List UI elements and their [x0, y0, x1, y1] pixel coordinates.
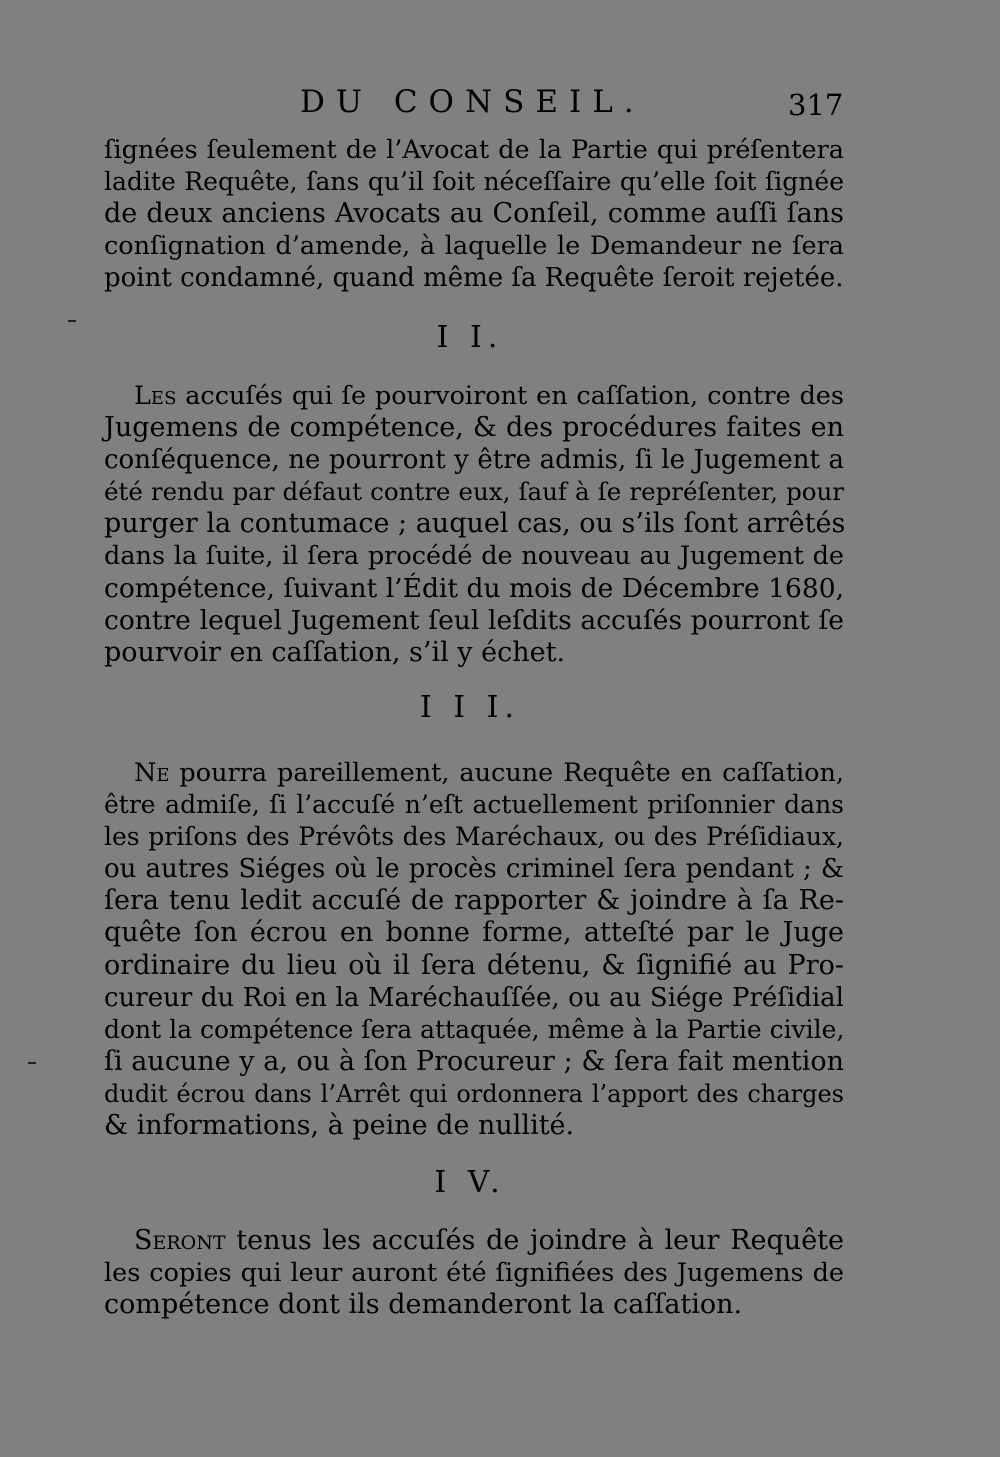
continuation-paragraph — [104, 134, 844, 294]
text-line — [104, 1225, 844, 1257]
text-line — [104, 380, 844, 412]
first-line-text: pourra pareillement, aucune Requête en caſſation, — [169, 758, 844, 788]
text-line: & informations, à peine de nullité. — [104, 1110, 575, 1142]
article-heading: I V. — [434, 1165, 506, 1200]
text-line: quête ſon écrou en bonne forme, atteſté par le Juge — [104, 917, 844, 949]
article-paragraph — [104, 1225, 844, 1321]
article-paragraph — [104, 757, 844, 1142]
text-line: cureur du Roi en la Maréchauſſée, ou au Siége Préſidial — [104, 982, 844, 1013]
text-line: ou autres Siéges où le procès criminel ſera pendant ; & — [104, 854, 844, 885]
text-line — [104, 757, 844, 789]
lead-word: Les — [134, 381, 177, 411]
text-line: ſera tenu ledit accuſé de rapporter & joindre à ſa Re- — [104, 885, 844, 917]
text-line: point condamné, quand même ſa Requête ſeroit rejetée. — [104, 263, 844, 294]
text-line: purger la contumace ; auquel cas, ou s’ils ſont arrêtés — [104, 508, 846, 540]
text-line: conſignation d’amende, à laquelle le Demandeur ne ſera — [104, 231, 844, 262]
text-line: dans la ſuite, il ſera procédé de nouveau au Jugement de — [104, 541, 844, 572]
article-heading: I I. — [436, 320, 504, 355]
text-line: ſi aucune y a, ou à ſon Procureur ; & ſera fait mention — [104, 1045, 844, 1077]
text-line: les priſons des Prévôts des Maréchaux, ou des Préſidiaux, — [104, 822, 844, 852]
article-heading: I I I. — [419, 690, 521, 725]
text-line: ordinaire du lieu où il ſera détenu, & ſignifié au Pro- — [104, 949, 844, 981]
text-line: compétence dont ils demanderont la caſſation. — [104, 1289, 743, 1321]
text-line: ſignées ſeulement de l’Avocat de la Partie qui préſentera — [104, 135, 844, 165]
text-line: Jugemens de compétence, & des procédures faites en — [104, 412, 844, 444]
ink-speck — [68, 320, 76, 322]
text-line: ladite Requête, ſans qu’il ſoit néceſſaire qu’elle ſoit ſignée — [104, 167, 844, 197]
article-paragraph — [104, 380, 844, 669]
text-line: de deux anciens Avocats au Conſeil, comme auſſi ſans — [104, 198, 844, 230]
text-line: pourvoir en caſſation, s’il y échet. — [104, 636, 566, 668]
ink-speck — [28, 1062, 36, 1064]
text-line: contre lequel Jugement ſeul leſdits accuſés pourront ſe — [104, 604, 844, 636]
first-line-text: accuſés qui ſe pourvoiront en caſſation, contre des — [176, 381, 844, 411]
text-line: été rendu par défaut contre eux, ſauf à ſe repréſenter, pour — [104, 477, 844, 507]
text-line: compétence, ſuivant l’Édit du mois de Décembre 1680, — [104, 572, 844, 604]
text-line: dudit écrou dans l’Arrêt qui ordonnera l’apport des charges — [104, 1079, 844, 1108]
text-line: être admiſe, ſi l’accuſé n’eſt actuellement priſonnier dans — [104, 790, 844, 820]
first-line-text: tenus les accuſés de joindre à leur Requête — [225, 1225, 844, 1256]
text-line: conſéquence, ne pourront y être admis, ſi le Jugement a — [104, 445, 844, 476]
text-line: dont la compétence ſera attaquée, même à la Partie civile, — [104, 1014, 845, 1044]
lead-word: Seront — [134, 1225, 226, 1256]
lead-word: Ne — [134, 758, 170, 788]
page-number: 317 — [788, 88, 844, 122]
running-title: DU CONSEIL. — [300, 84, 645, 120]
text-line: les copies qui leur auront été ſignifiées des Jugemens de — [104, 1258, 844, 1289]
